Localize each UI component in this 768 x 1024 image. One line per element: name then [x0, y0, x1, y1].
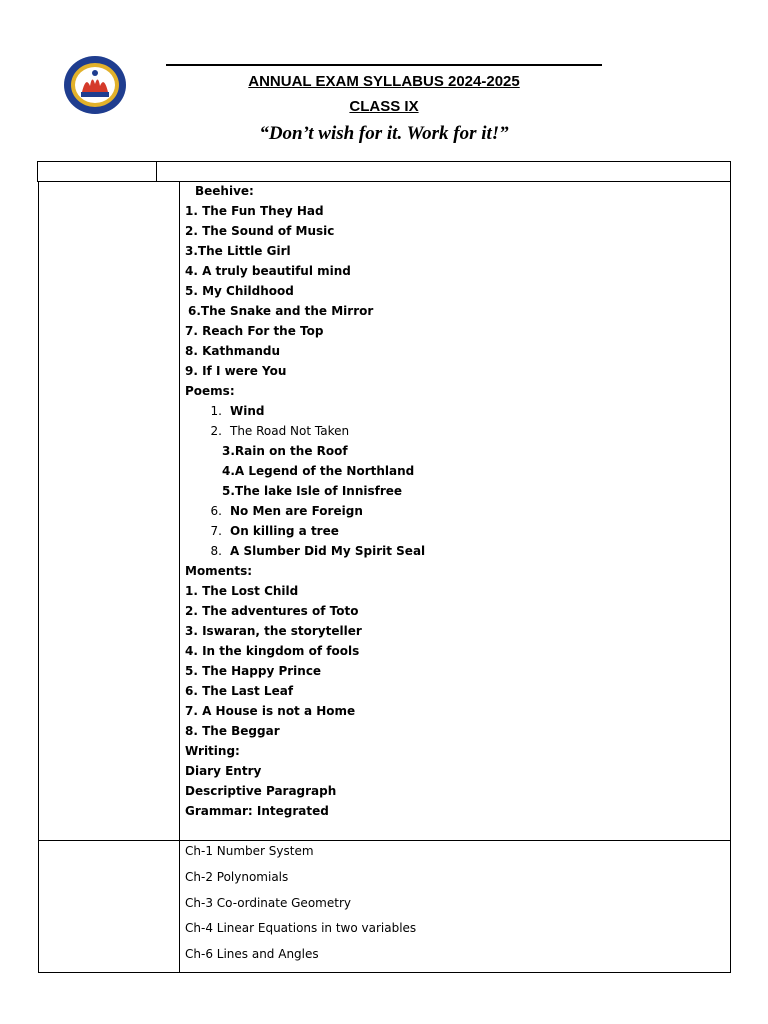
moments-item: 1. The Lost Child: [185, 584, 299, 598]
moments-item: 6. The Last Leaf: [185, 684, 294, 698]
moments-item: 2. The adventures of Toto: [185, 604, 359, 618]
beehive-item: 3.The Little Girl: [185, 244, 291, 258]
poem-item: 1. Wind: [210, 404, 265, 418]
poem-item: 8. A Slumber Did My Spirit Seal: [210, 544, 426, 558]
poem-item: 4.A Legend of the Northland: [222, 464, 415, 478]
beehive-item: 8. Kathmandu: [185, 344, 281, 358]
writing-item: Descriptive Paragraph: [185, 784, 337, 798]
motto: “Don’t wish for it. Work for it!”: [259, 123, 509, 144]
header-divider: [156, 162, 157, 181]
chapter-item: Ch-1 Number System: [185, 844, 314, 858]
writing-item: Diary Entry: [185, 764, 262, 778]
chapter-item: Ch-2 Polynomials: [185, 869, 289, 884]
english-syllabus-cell: [185, 181, 425, 821]
chapter-item: Ch-3 Co-ordinate Geometry: [185, 895, 351, 910]
poem-item: 5.The lake Isle of Innisfree: [222, 484, 403, 498]
table-header-row: [37, 161, 731, 182]
moments-item: 4. In the kingdom of fools: [185, 644, 360, 658]
moments-item: 8. The Beggar: [185, 724, 280, 738]
beehive-item: 7. Reach For the Top: [185, 324, 324, 338]
poem-item: 3.Rain on the Roof: [222, 444, 348, 458]
moments-item: 5. The Happy Prince: [185, 664, 322, 678]
beehive-item: 5. My Childhood: [185, 284, 294, 298]
moments-item: 3. Iswaran, the storyteller: [185, 624, 362, 638]
beehive-item: 1. The Fun They Had: [185, 204, 324, 218]
writing-heading: Writing:: [185, 744, 240, 758]
beehive-item: 4. A truly beautiful mind: [185, 264, 351, 278]
poem-item: 7. On killing a tree: [210, 524, 339, 538]
maths-syllabus-cell: [185, 841, 416, 970]
poem-item: 2. The Road Not Taken: [210, 424, 350, 438]
chapter-item: Ch-6 Lines and Angles: [185, 947, 319, 962]
moments-heading: Moments:: [185, 564, 253, 578]
grammar-item: Grammar: Integrated: [185, 804, 329, 818]
header-rule: [166, 64, 602, 66]
beehive-item: 2. The Sound of Music: [185, 224, 335, 238]
poems-heading: Poems:: [185, 384, 235, 398]
beehive-item: 6.The Snake and the Mirror: [188, 304, 374, 318]
poem-item: 6. No Men are Foreign: [210, 504, 363, 518]
class-label: CLASS IX: [349, 98, 419, 115]
column-divider: [179, 182, 180, 972]
beehive-heading: Beehive:: [195, 184, 254, 198]
beehive-item: 9. If I were You: [185, 364, 287, 378]
chapter-item: Ch-4 Linear Equations in two variables: [185, 921, 417, 936]
page-title: ANNUAL EXAM SYLLABUS 2024-2025: [248, 73, 520, 90]
moments-item: 7. A House is not a Home: [185, 704, 356, 718]
